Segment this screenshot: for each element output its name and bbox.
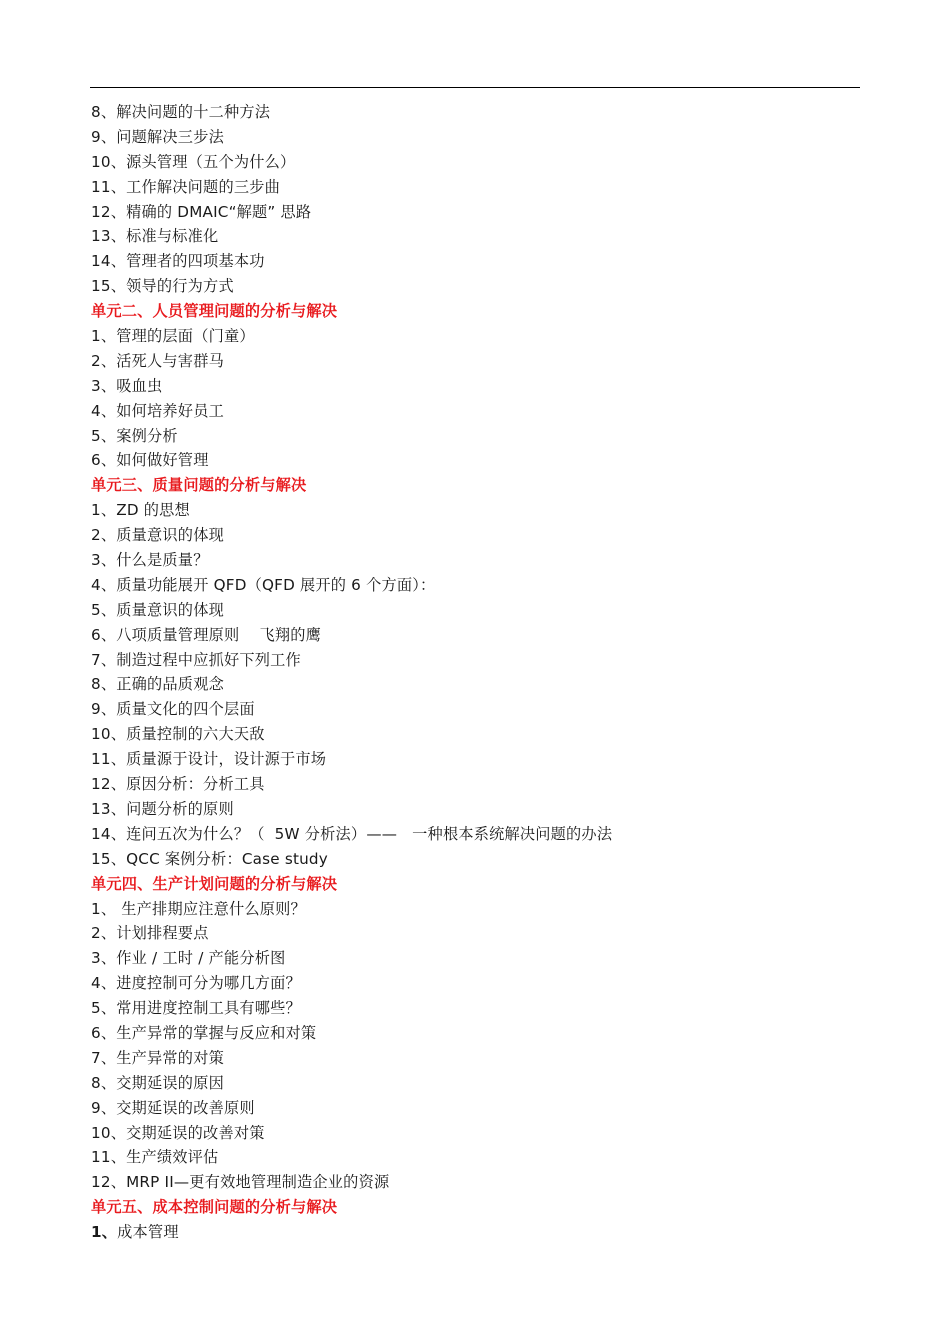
list-item: 6、生产异常的掌握与反应和对策 bbox=[91, 1023, 317, 1042]
section-heading: 单元二、人员管理问题的分析与解决 bbox=[91, 302, 338, 321]
list-item: 8、解决问题的十二种方法 bbox=[91, 103, 271, 121]
section-heading: 单元四、生产计划问题的分析与解决 bbox=[91, 874, 338, 893]
section-heading: 单元三、质量问题的分析与解决 bbox=[91, 476, 307, 495]
list-item: 1、 生产排期应注意什么原则？ bbox=[91, 899, 306, 918]
list-item: 7、制造过程中应抓好下列工作 bbox=[91, 650, 301, 669]
list-item: 5、案例分析 bbox=[91, 426, 178, 445]
list-item: 10、质量控制的六大天敌 bbox=[91, 725, 265, 744]
list-item: 7、生产异常的对策 bbox=[91, 1048, 224, 1067]
list-item: 4、进度控制可分为哪几方面？ bbox=[91, 974, 301, 993]
list-item: 11、质量源于设计，设计源于市场 bbox=[91, 750, 327, 769]
list-item: 15、领导的行为方式 bbox=[91, 277, 234, 296]
item-number: 1、 bbox=[91, 1223, 118, 1242]
list-item: 9、交期延误的改善原则 bbox=[91, 1098, 255, 1117]
list-item: 2、质量意识的体现 bbox=[91, 526, 224, 545]
list-item: 3、什么是质量？ bbox=[91, 551, 209, 570]
list-item: 12、MRP II—更有效地管理制造企业的资源 bbox=[91, 1173, 390, 1192]
list-item: 5、质量意识的体现 bbox=[91, 600, 224, 619]
list-item: 3、吸血虫 bbox=[91, 376, 163, 395]
list-item: 13、标准与标准化 bbox=[91, 227, 219, 246]
list-item: 3、作业 / 工时 / 产能分析图 bbox=[91, 949, 286, 968]
section-heading: 单元五、成本控制问题的分析与解决 bbox=[91, 1198, 338, 1217]
list-item: 10、交期延误的改善对策 bbox=[91, 1123, 265, 1142]
list-item: 8、交期延误的原因 bbox=[91, 1073, 224, 1092]
list-item: 4、质量功能展开 QFD（QFD 展开的 6 个方面）： bbox=[91, 575, 436, 594]
list-item: 1、ZD 的思想 bbox=[91, 501, 190, 520]
list-item: 6、如何做好管理 bbox=[91, 451, 209, 470]
list-item: 14、连问五次为什么？（ 5W 分析法）—— 一种根本系统解决问题的办法 bbox=[91, 824, 613, 843]
list-item: 10、源头管理（五个为什么） bbox=[91, 152, 296, 171]
list-item: 14、管理者的四项基本功 bbox=[91, 252, 265, 271]
list-item: 9、质量文化的四个层面 bbox=[91, 700, 255, 719]
list-item: 1、管理的层面（门童） bbox=[91, 327, 255, 346]
list-item: 6、八项质量管理原则 飞翔的鹰 bbox=[91, 625, 322, 644]
list-item bbox=[91, 1220, 871, 1245]
list-item: 2、活死人与害群马 bbox=[91, 351, 224, 370]
list-item: 5、常用进度控制工具有哪些？ bbox=[91, 999, 301, 1018]
list-item: 8、正确的品质观念 bbox=[91, 675, 224, 694]
header-rule bbox=[90, 87, 860, 88]
list-item: 12、精确的 DMAIC“解题” 思路 bbox=[91, 202, 312, 221]
list-item: 4、如何培养好员工 bbox=[91, 401, 224, 420]
item-text: 成本管理 bbox=[117, 1223, 179, 1242]
list-item: 12、原因分析：分析工具 bbox=[91, 775, 265, 794]
list-item: 13、问题分析的原则 bbox=[91, 799, 234, 818]
list-item: 2、计划排程要点 bbox=[91, 924, 209, 943]
list-item: 11、工作解决问题的三步曲 bbox=[91, 177, 280, 196]
list-item: 9、问题解决三步法 bbox=[91, 127, 224, 146]
document-body bbox=[91, 100, 871, 1245]
list-item: 11、生产绩效评估 bbox=[91, 1148, 219, 1167]
list-item: 15、QCC 案例分析：Case study bbox=[91, 849, 328, 868]
